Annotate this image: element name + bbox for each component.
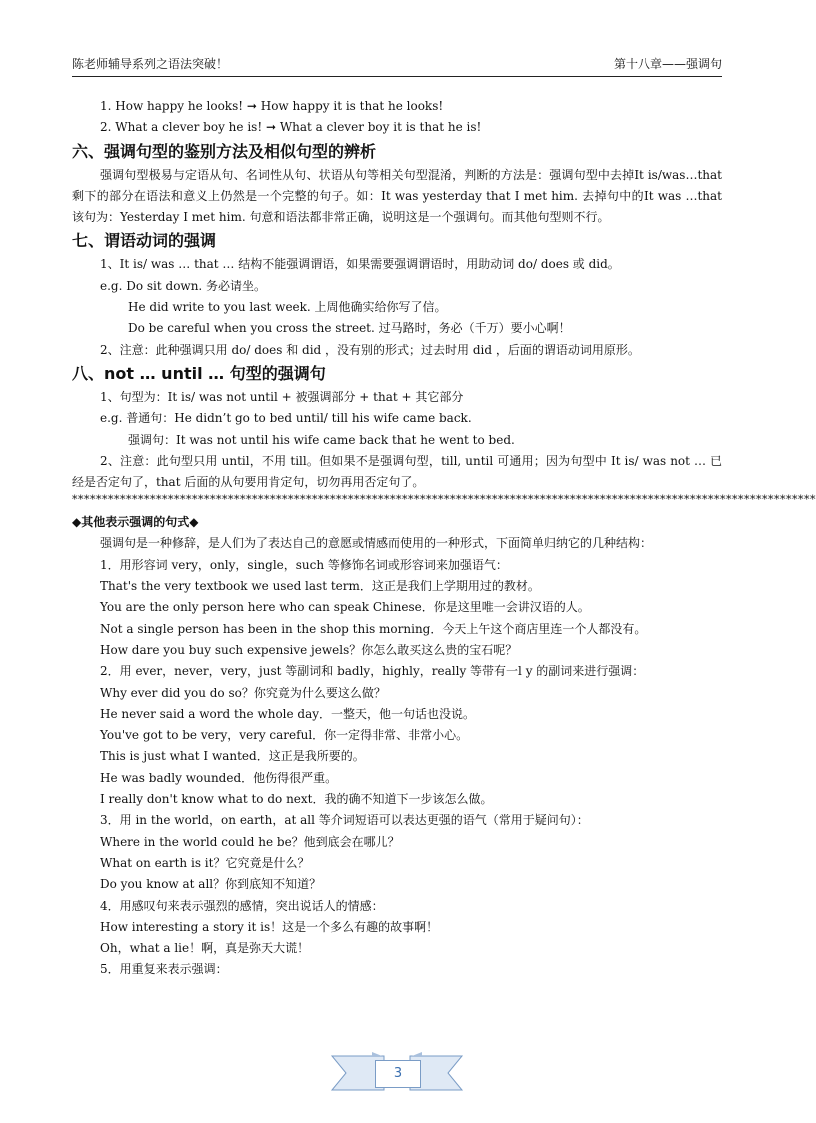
example-line: 2. What a clever boy he is! ➞ What a clever boy it is that he is! (100, 120, 482, 135)
page-number: 3 (375, 1060, 421, 1088)
others-line: 4．用感叹句来表示强烈的感情，突出说话人的情感： (100, 898, 384, 913)
others-line: How interesting a story it is！这是一个多么有趣的故事啊！ (100, 919, 439, 934)
others-line: What on earth is it？它究竟是什么？ (100, 855, 310, 870)
page-number-ribbon (332, 1052, 462, 1096)
others-line: Oh，what a lie！啊，真是弥天大谎！ (100, 941, 310, 956)
others-line: He never said a word the whole day．一整天，他一句话也没说。 (100, 706, 476, 721)
others-intro: 强调句是一种修辞，是人们为了表达自己的意愿或情感而使用的一种形式，下面简单归纳它的几种结构： (100, 536, 653, 551)
others-heading: ◆其他表示强调的句式◆ (72, 515, 199, 530)
section-heading: 七、谓语动词的强调 (72, 231, 217, 251)
others-line: 3．用 in the world，on earth，at all 等介词短语可以表达更强的语气（常用于疑问句）： (100, 813, 589, 828)
others-line: Why ever did you do so？你究竟为什么要这么做？ (100, 685, 386, 700)
example-line: He did write to you last week. 上周他确实给你写了信。 (128, 300, 447, 315)
section-heading: 八、not … until … 句型的强调句 (72, 363, 326, 383)
others-line: You are the only person here who can speak Chinese．你是这里唯一会讲汉语的人。 (100, 600, 590, 615)
example-line: 1. How happy he looks! ➞ How happy it is that he looks! (100, 99, 444, 113)
others-line: 5．用重复来表示强调： (100, 962, 228, 977)
note-paragraph: 2、注意：此句型只用 until，不用 till。但如果不是强调句型，till, until 可通用；因为句型中 It is/ was not … 已经是否定句了，that 后面的从句要用肯定句，切勿再用否定句了。 (72, 453, 722, 490)
section-heading: 六、强调句型的鉴别方法及相似句型的辨析 (72, 141, 377, 161)
example-line: e.g. Do sit down. 务必请坐。 (100, 278, 267, 293)
others-line: Where in the world could he be？他到底会在哪儿？ (100, 834, 400, 849)
page-content (72, 96, 816, 981)
page-header (72, 52, 722, 77)
example-line: Do be careful when you cross the street. 过马路时，务必（千万）要小心啊！ (128, 321, 571, 336)
note-line: 2、注意：此种强调只用 do/ does 和 did ，没有别的形式；过去时用 did ，后面的谓语动词用原形。 (100, 342, 640, 357)
header-left-title: 陈老师辅导系列之语法突破！ (72, 57, 229, 71)
others-line: That's the very textbook we used last term．这正是我们上学期用过的教材。 (100, 579, 540, 594)
example-line: 强调句：It was not until his wife came back that he went to bed. (128, 432, 515, 447)
example-line: e.g. 普通句：He didn’t go to bed until/ till his wife came back. (100, 411, 472, 426)
others-line: How dare you buy such expensive jewels？你怎么敢买这么贵的宝石呢？ (100, 642, 518, 657)
others-line: 1．用形容词 very，only，single，such 等修饰名词或形容词来加强语气： (100, 557, 508, 572)
others-line: This is just what I wanted．这正是我所要的。 (100, 749, 365, 764)
others-line: 2．用 ever，never，very，just 等副词和 badly，highly，really 等带有一l y 的副词来进行强调： (100, 664, 645, 679)
others-line: Do you know at all？你到底知不知道？ (100, 877, 322, 892)
header-chapter-title: 第十八章——强调句 (613, 57, 722, 71)
rule-line: 1、It is/ was … that … 结构不能强调谓语，如果需要强调谓语时，用助动词 do/ does 或 did。 (100, 257, 620, 272)
star-separator: **************************************************************************************************************************** (72, 493, 816, 507)
others-line: Not a single person has been in the shop this morning．今天上午这个商店里连一个人都没有。 (100, 621, 647, 636)
others-line: I really don't know what to do next．我的确不知道下一步该怎么做。 (100, 792, 493, 807)
rule-line: 1、句型为：It is/ was not until + 被强调部分 + that + 其它部分 (100, 389, 464, 404)
others-line: He was badly wounded．他伤得很严重。 (100, 770, 338, 785)
section-paragraph: 强调句型极易与定语从句、名词性从句、状语从句等相关句型混淆，判断的方法是：强调句型中去掉It is/was…that剩下的部分在语法和意义上仍然是一个完整的句子。如：It was yesterday that I met him. 去掉句中的It was …that 该句为：Yesterday I met him. 句意和语法都非常正确，说明这是一个强调句。而其他句型则不行。 (72, 167, 722, 225)
others-list (72, 555, 722, 981)
others-line: You've got to be very，very careful．你一定得非常、非常小心。 (100, 728, 469, 743)
